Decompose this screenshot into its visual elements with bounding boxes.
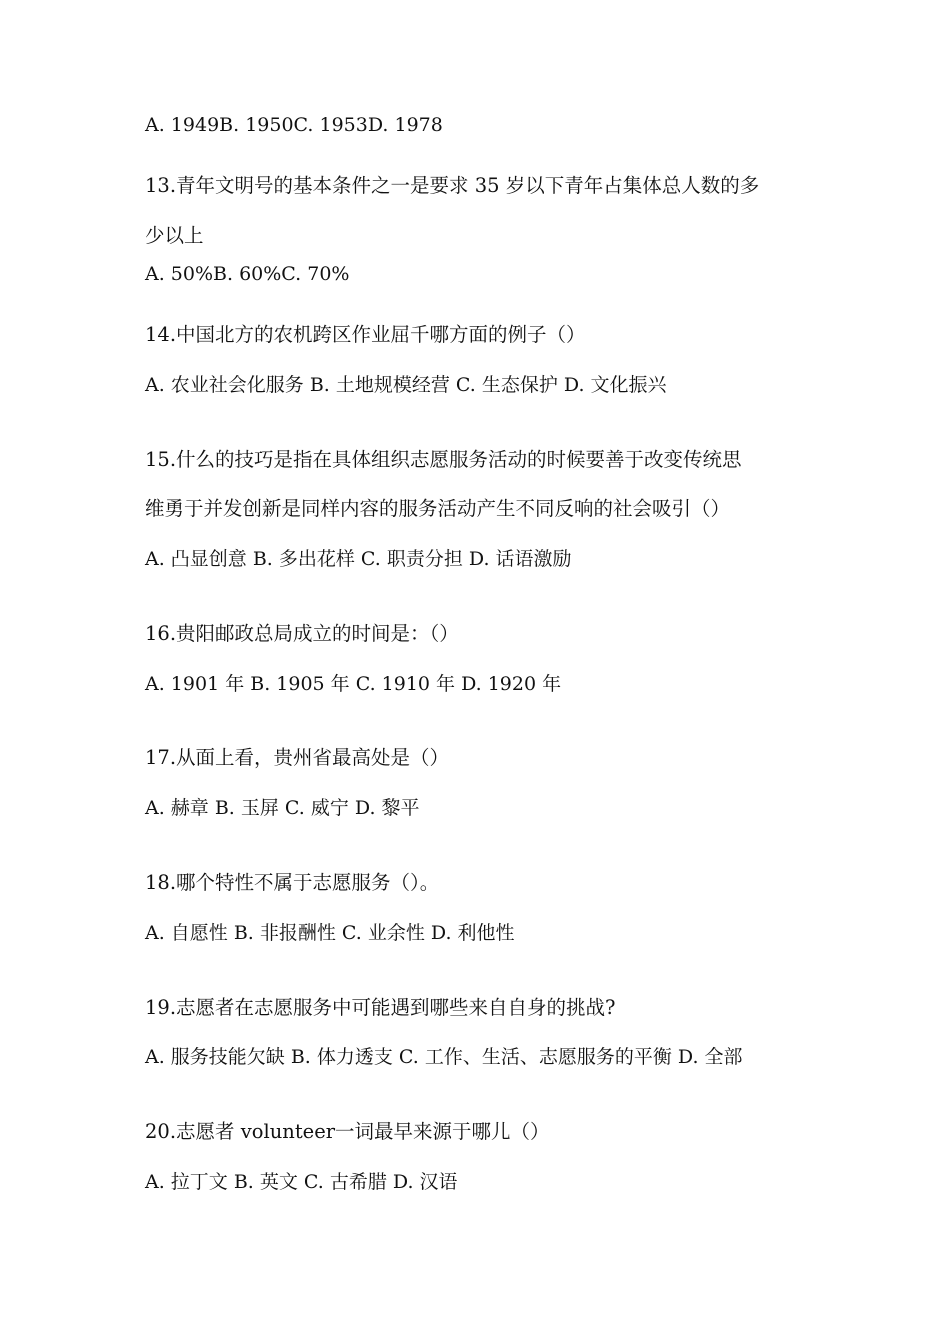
answer-options-17: A. 赫章 B. 玉屏 C. 威宁 D. 黎平 [145,797,420,819]
answer-options-16: A. 1901 年 B. 1905 年 C. 1910 年 D. 1920 年 [145,673,562,695]
answer-options-18: A. 自愿性 B. 非报酬性 C. 业余性 D. 利他性 [145,922,515,944]
question-13-line-2: 少以上 [145,224,204,247]
question-19: 19.志愿者在志愿服务中可能遇到哪些来自自身的挑战? [145,996,616,1019]
question-13-line-1: 13.青年文明号的基本条件之一是要求 35 岁以下青年占集体总人数的多 [145,174,760,197]
question-20: 20.志愿者 volunteer一词最早来源于哪儿（） [145,1120,550,1143]
question-18: 18.哪个特性不属于志愿服务（）。 [145,871,440,894]
answer-options-14: A. 农业社会化服务 B. 土地规模经营 C. 生态保护 D. 文化振兴 [145,374,667,396]
question-16: 16.贵阳邮政总局成立的时间是：（） [145,622,459,645]
answer-options-19: A. 服务技能欠缺 B. 体力透支 C. 工作、生活、志愿服务的平衡 D. 全部 [145,1046,743,1068]
question-15-line-2: 维勇于并发创新是同样内容的服务活动产生不同反响的社会吸引（） [145,497,731,520]
question-15-line-1: 15.什么的技巧是指在具体组织志愿服务活动的时候要善于改变传统思 [145,448,742,471]
question-17: 17.从面上看，贵州省最高处是（） [145,746,450,769]
answer-options-20: A. 拉丁文 B. 英文 C. 古希腊 D. 汉语 [145,1171,458,1193]
answer-options-12: A. 1949B. 1950C. 1953D. 1978 [145,114,443,136]
answer-options-13: A. 50%B. 60%C. 70% [145,263,350,285]
answer-options-15: A. 凸显创意 B. 多出花样 C. 职责分担 D. 话语激励 [145,548,572,570]
question-14: 14.中国北方的农机跨区作业屈千哪方面的例子（） [145,323,586,346]
